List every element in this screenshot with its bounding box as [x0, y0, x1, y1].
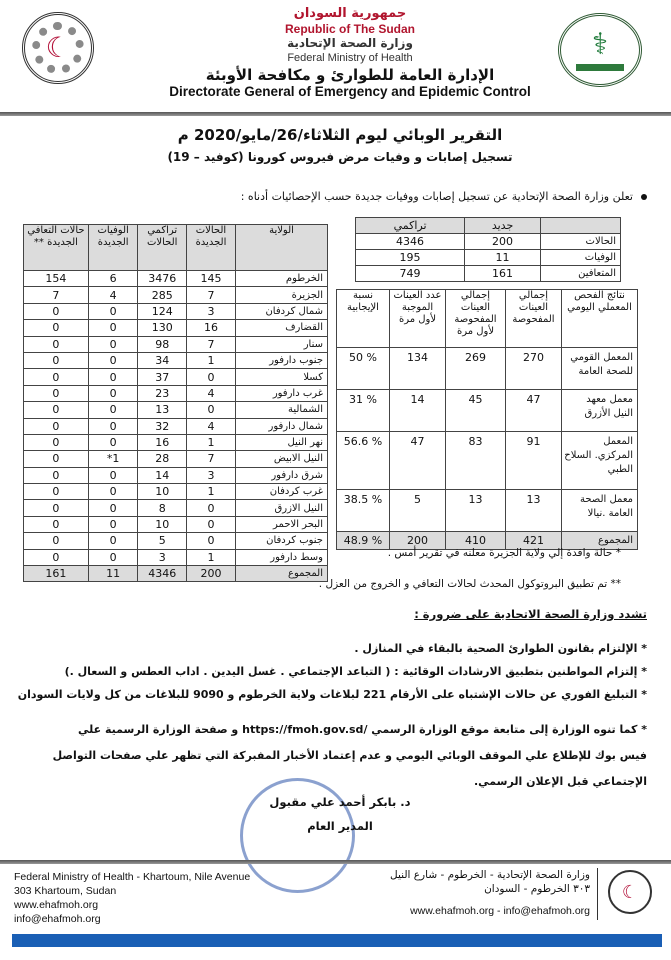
lab-name: المعمل المركزي. السلاح الطبي	[562, 432, 638, 490]
cumulative-cases: 10	[138, 516, 187, 532]
new-deaths: 0	[88, 336, 138, 352]
samples-positive: 200	[390, 532, 446, 550]
summary-col-label	[541, 218, 621, 234]
crescent-icon: ☾	[45, 31, 71, 64]
new-cases: 4	[186, 385, 235, 401]
emphasis-heading: تشدد وزارة الصحة الاتحادية على ضرورة :	[414, 607, 647, 621]
table-row	[356, 266, 621, 282]
summary-col-new: جديد	[465, 218, 541, 234]
samples-first-time: 269	[446, 348, 506, 390]
table-row	[24, 516, 328, 532]
new-recoveries: 0	[24, 500, 89, 516]
positivity-rate: % 38.5	[337, 490, 390, 532]
lab-col-total: إجمالي العينات المفحوصة	[506, 290, 562, 348]
new-deaths: 1*	[88, 451, 138, 467]
state-name: غرب دارفور	[236, 385, 328, 401]
cumulative-cases: 98	[138, 336, 187, 352]
lab-col-lab: نتائج الفحص المعملي اليومي	[562, 290, 638, 348]
lab-name: معمل الصحة العامة .نيالا	[562, 490, 638, 532]
new-cases: 0	[186, 533, 235, 549]
new-recoveries: 0	[24, 336, 89, 352]
lab-body	[337, 348, 638, 550]
summary-label: الحالات	[541, 234, 621, 250]
state-name: وسط دارفور	[236, 549, 328, 565]
footer-ar-line-1: وزارة الصحة الإتحادية - الخرطوم - شارع النيل	[390, 869, 590, 881]
table-row	[337, 432, 638, 490]
new-cases: 1	[186, 484, 235, 500]
summary-label: الوفيات	[541, 250, 621, 266]
new-deaths: 0	[88, 434, 138, 450]
new-recoveries: 0	[24, 451, 89, 467]
new-recoveries: 7	[24, 287, 89, 303]
samples-total: 270	[506, 348, 562, 390]
new-recoveries: 0	[24, 418, 89, 434]
table-row	[24, 484, 328, 500]
table-row	[24, 287, 328, 303]
lab-name: المعمل القومي للصحة العامة	[562, 348, 638, 390]
summary-cumulative: 4346	[356, 234, 465, 250]
state-name: البحر الاحمر	[236, 516, 328, 532]
ministry-en: Federal Ministry of Health	[287, 52, 413, 64]
crescent-icon: ☾	[621, 881, 639, 903]
new-deaths: 0	[88, 303, 138, 319]
state-name: كسلا	[236, 369, 328, 385]
summary-new: 161	[465, 266, 541, 282]
footer-ar-line-2: ٣٠٣ الخرطوم - السودان	[484, 883, 590, 895]
col-cumulative: تراكمي الحالات	[138, 225, 187, 271]
new-cases: 7	[186, 451, 235, 467]
lab-name: معمل معهد النيل الأزرق	[562, 390, 638, 432]
table-row	[24, 320, 328, 336]
samples-first-time: 13	[446, 490, 506, 532]
new-deaths: 0	[88, 516, 138, 532]
cumulative-cases: 8	[138, 500, 187, 516]
state-name: الخرطوم	[236, 271, 328, 287]
state-name: النيل الابيض	[236, 451, 328, 467]
samples-positive: 14	[390, 390, 446, 432]
cumulative-cases: 13	[138, 402, 187, 418]
lab-name: المجموع	[562, 532, 638, 550]
cumulative-cases: 3476	[138, 271, 187, 287]
new-recoveries: 0	[24, 516, 89, 532]
new-recoveries: 0	[24, 303, 89, 319]
state-name: القضارف	[236, 320, 328, 336]
lab-results-table	[336, 289, 638, 550]
footer-address-en	[14, 870, 250, 926]
new-deaths: 0	[88, 402, 138, 418]
new-cases: 16	[186, 320, 235, 336]
new-recoveries: 0	[24, 369, 89, 385]
new-deaths: 0	[88, 320, 138, 336]
samples-total: 421	[506, 532, 562, 550]
footnote-1: * حالة وافدة إلي ولاية الجزيرة معلنه في تقرير أمس .	[387, 547, 621, 559]
table-row	[24, 467, 328, 483]
table-row	[337, 348, 638, 390]
guidelines	[17, 642, 647, 805]
new-recoveries: 0	[24, 352, 89, 368]
lab-col-first-time: إجمالي العينات المفحوصة لأول مرة	[446, 290, 506, 348]
header-divider	[0, 112, 671, 116]
table-row	[24, 500, 328, 516]
state-name: سنار	[236, 336, 328, 352]
new-cases: 7	[186, 336, 235, 352]
table-row	[24, 418, 328, 434]
letterhead	[140, 6, 560, 100]
cumulative-cases: 4346	[138, 566, 187, 582]
new-cases: 1	[186, 434, 235, 450]
guideline-3: * التبليغ الفوري عن حالات الإشتباه على الأرقام 221 لبلاغات ولاية الخرطوم و 9090 للبلاغات من كل ولايات السودان	[17, 688, 647, 701]
ministry-ar: وزارة الصحة الإتحادية	[287, 36, 413, 50]
intro-label: تعلن وزارة الصحة الإتحادية عن تسجيل إصابات ووفيات جديدة حسب الإحصائيات أدناه :	[240, 190, 633, 203]
footnotes	[201, 547, 621, 609]
samples-positive: 47	[390, 432, 446, 490]
new-cases: 0	[186, 516, 235, 532]
cumulative-cases: 10	[138, 484, 187, 500]
samples-positive: 5	[390, 490, 446, 532]
state-name: غرب كردفان	[236, 484, 328, 500]
new-recoveries: 154	[24, 271, 89, 287]
state-name: نهر النيل	[236, 434, 328, 450]
new-recoveries: 0	[24, 467, 89, 483]
positivity-rate: % 50	[337, 348, 390, 390]
state-name: شمال دارفور	[236, 418, 328, 434]
cumulative-cases: 34	[138, 352, 187, 368]
positivity-rate: % 48.9	[337, 532, 390, 550]
bullet-icon	[641, 194, 647, 200]
cumulative-cases: 16	[138, 434, 187, 450]
new-cases: 4	[186, 418, 235, 434]
new-cases: 7	[186, 287, 235, 303]
new-deaths: 0	[88, 369, 138, 385]
summary-cumulative: 195	[356, 250, 465, 266]
table-row	[24, 402, 328, 418]
states-body	[24, 271, 328, 582]
cumulative-cases: 285	[138, 287, 187, 303]
guideline-2: * إلتزام المواطنين بتطبيق الارشادات الوقائية : ( التباعد الإجتماعي . غسل اليدين . اداب العطس و السعال .)	[64, 665, 647, 678]
col-state: الولاية	[236, 225, 328, 271]
palm-caduceus-emblem-icon	[558, 13, 642, 87]
new-deaths: 0	[88, 418, 138, 434]
new-deaths: 11	[88, 566, 138, 582]
directorate-ar: الإدارة العامة للطوارئ و مكافحة الأوبئة	[205, 66, 495, 84]
states-table	[23, 224, 328, 582]
footer-en-line-2: 303 Khartoum, Sudan	[14, 885, 117, 897]
new-deaths: 0	[88, 484, 138, 500]
new-deaths: 6	[88, 271, 138, 287]
guideline-1: * الإلتزام بقانون الطوارئ الصحية بالبقاء في المنازل .	[354, 642, 647, 655]
samples-first-time: 410	[446, 532, 506, 550]
emblem-ring	[32, 22, 84, 74]
new-recoveries: 0	[24, 533, 89, 549]
samples-first-time: 45	[446, 390, 506, 432]
new-cases: 0	[186, 500, 235, 516]
new-deaths: 0	[88, 549, 138, 565]
state-name: الشمالية	[236, 402, 328, 418]
new-recoveries: 0	[24, 385, 89, 401]
cumulative-cases: 130	[138, 320, 187, 336]
new-cases: 0	[186, 369, 235, 385]
signature-block	[230, 790, 450, 838]
new-recoveries: 161	[24, 566, 89, 582]
state-name: الجزيرة	[236, 287, 328, 303]
state-name: المجموع	[236, 566, 328, 582]
country-en: Republic of The Sudan	[284, 22, 415, 36]
table-row	[24, 336, 328, 352]
footer-divider	[0, 860, 671, 864]
signatory-role: المدير العام	[307, 819, 373, 833]
table-row	[24, 434, 328, 450]
directorate-en: Directorate General of Emergency and Epidemic Control	[169, 84, 531, 99]
cumulative-cases: 3	[138, 549, 187, 565]
state-name: شرق دارفور	[236, 467, 328, 483]
table-row	[24, 451, 328, 467]
cumulative-cases: 124	[138, 303, 187, 319]
state-name: شمال كردفان	[236, 303, 328, 319]
table-row	[356, 234, 621, 250]
summary-body	[356, 234, 621, 282]
cumulative-cases: 23	[138, 385, 187, 401]
summary-header-row	[356, 218, 621, 234]
col-new-recoveries: حالات التعافي الجديدة **	[24, 225, 89, 271]
summary-table	[355, 217, 621, 282]
new-recoveries: 0	[24, 549, 89, 565]
footer-address-ar	[370, 868, 590, 918]
footer-web-links[interactable]: www.ehafmoh.org - info@ehafmoh.org	[410, 905, 590, 917]
footnote-2: ** تم تطبيق البروتوكول المحدث لحالات التعافي و الخروج من العزل .	[318, 578, 621, 590]
signatory-name: د. بابكر أحمد علي مقبول	[269, 795, 411, 809]
table-row	[24, 352, 328, 368]
ribbon	[576, 64, 624, 71]
new-recoveries: 0	[24, 434, 89, 450]
new-recoveries: 0	[24, 484, 89, 500]
table-row	[337, 390, 638, 432]
state-name: جنوب كردفان	[236, 533, 328, 549]
table-row	[24, 271, 328, 287]
table-row	[24, 369, 328, 385]
footer-website-link[interactable]: www.ehafmoh.org	[14, 899, 99, 911]
summary-cumulative: 749	[356, 266, 465, 282]
state-name: النيل الازرق	[236, 500, 328, 516]
footer-separator	[597, 868, 598, 920]
cumulative-cases: 37	[138, 369, 187, 385]
summary-new: 200	[465, 234, 541, 250]
country-ar: جمهورية السودان	[293, 6, 407, 21]
summary-label: المتعافين	[541, 266, 621, 282]
new-deaths: 0	[88, 533, 138, 549]
samples-total: 91	[506, 432, 562, 490]
new-cases: 145	[186, 271, 235, 287]
new-cases: 3	[186, 303, 235, 319]
new-deaths: 0	[88, 385, 138, 401]
intro-text	[127, 190, 647, 203]
new-cases: 0	[186, 402, 235, 418]
cumulative-cases: 28	[138, 451, 187, 467]
summary-new: 11	[465, 250, 541, 266]
crescent-emblem-icon	[22, 12, 94, 84]
table-row	[356, 250, 621, 266]
report-title: التقرير الوبائي ليوم الثلاثاء/26/مايو/2020 م	[177, 126, 503, 144]
new-recoveries: 0	[24, 320, 89, 336]
new-cases: 3	[186, 467, 235, 483]
samples-total: 47	[506, 390, 562, 432]
new-cases: 1	[186, 352, 235, 368]
lab-col-positive: عدد العينات الموجبة لأول مرة	[390, 290, 446, 348]
table-row	[24, 303, 328, 319]
palm-icon: ⚕	[591, 26, 609, 62]
new-cases: 1	[186, 549, 235, 565]
lab-header-row	[337, 290, 638, 348]
cumulative-cases: 32	[138, 418, 187, 434]
cumulative-cases: 5	[138, 533, 187, 549]
new-recoveries: 0	[24, 402, 89, 418]
positivity-rate: % 56.6	[337, 432, 390, 490]
report-subtitle: تسجيل إصابات و وفيات مرض فيروس كورونا (كوفيد – 19)	[167, 150, 513, 164]
new-deaths: 0	[88, 500, 138, 516]
lab-col-rate: نسبة الإيجابية	[337, 290, 390, 348]
state-name: جنوب دارفور	[236, 352, 328, 368]
footer-en-line-1: Federal Ministry of Health - Khartoum, Nile Avenue	[14, 871, 251, 883]
footer-email-link[interactable]: info@ehafmoh.org	[14, 913, 101, 925]
cumulative-cases: 14	[138, 467, 187, 483]
samples-first-time: 83	[446, 432, 506, 490]
new-deaths: 4	[88, 287, 138, 303]
new-deaths: 0	[88, 467, 138, 483]
col-new-cases: الحالات الجديدة	[186, 225, 235, 271]
guideline-4: * كما تنوه الوزارة إلى متابعة موقع الوزارة الرسمي /https://fmoh.gov.sd و صفحة الوزارة الرسمية علي فيس بوك للإطلاع علي الموقف الوبائي اليومي و عدم إعتماد الأخبار المفبركة التي تظهر علي صفحات التواصل الإجتماعي قبل الإعلان الرسمي.	[52, 723, 647, 788]
new-deaths: 0	[88, 352, 138, 368]
footer-band	[12, 934, 662, 947]
table-row	[337, 490, 638, 532]
table-row	[24, 385, 328, 401]
col-new-deaths: الوفيات الجديدة	[88, 225, 138, 271]
states-header-row	[24, 225, 328, 271]
positivity-rate: % 31	[337, 390, 390, 432]
footer-crescent-emblem-icon	[608, 870, 652, 914]
summary-col-cumulative: تراكمي	[356, 218, 465, 234]
samples-total: 13	[506, 490, 562, 532]
new-cases: 200	[186, 566, 235, 582]
samples-positive: 134	[390, 348, 446, 390]
